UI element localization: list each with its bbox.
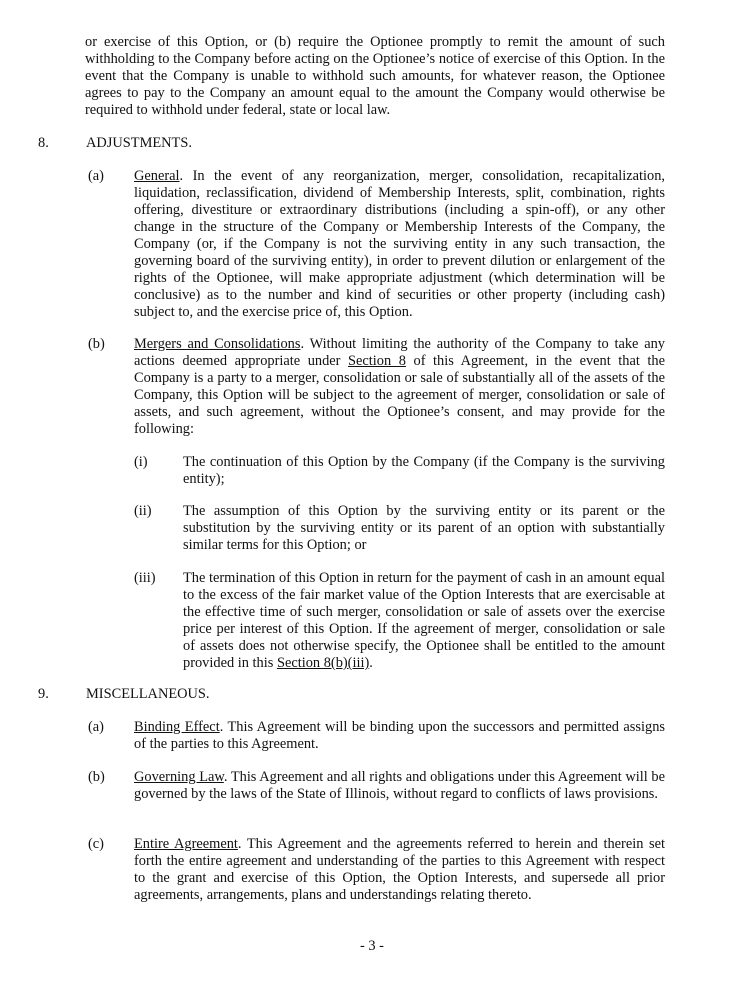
section-8b-paragraph	[134, 336, 665, 438]
section-8-reference: Section 8	[348, 353, 406, 369]
item-iii-label: (iii)	[134, 570, 156, 586]
section-9-title: MISCELLANEOUS.	[86, 686, 210, 702]
section-8b-heading: Mergers and Consolidations	[134, 336, 301, 352]
section-8a-label: (a)	[88, 168, 104, 184]
section-9a-heading: Binding Effect	[134, 719, 220, 735]
item-iii-paragraph	[183, 570, 665, 672]
section-9c-label: (c)	[88, 836, 104, 852]
section-8b-text-1: . Without limiting the authority of the Company to take any actions deemed appropriate under	[134, 336, 666, 369]
section-8a-paragraph	[134, 168, 665, 321]
section-9b-label: (b)	[88, 769, 105, 785]
item-iii-text: The termination of this Option in return for the payment of cash in an amount equal to the excess of the fair market value of the Option Interests that are exercisable at the effective time of such merger, consolidation or sale of assets over the exercise price per interest of this Option. If the agreement of merger, consolidation or sale of assets does not otherwise specify, the Optionee shall be entitled to the amount provided in this	[183, 570, 665, 671]
section-9a-label: (a)	[88, 719, 104, 735]
section-9c-text: . This Agreement and the agreements referred to herein and therein set forth the entire agreement and understanding of the parties to this Agreement with respect to the grant and exercise of this Option, the Option Interests, and supersede all prior agreements, arrangements, plans and understandings relating thereto.	[134, 836, 665, 903]
item-ii-text: The assumption of this Option by the surviving entity or its parent or the substitution by the surviving entity or its parent of an option with substantially similar terms for this Option; or	[183, 503, 665, 553]
section-9a-paragraph	[134, 719, 665, 753]
section-8-number: 8.	[38, 135, 49, 151]
section-8biii-reference: Section 8(b)(iii)	[276, 655, 370, 671]
section-9b-heading: Governing Law	[134, 769, 224, 785]
section-9c-heading: Entire Agreement	[134, 836, 238, 852]
section-9b-paragraph	[134, 769, 665, 803]
item-i-label: (i)	[134, 454, 148, 470]
section-9b-text: . This Agreement and all rights and obligations under this Agreement will be governed by the laws of the State of Illinois, without regard to conflicts of laws provisions.	[134, 769, 665, 802]
section-8a-heading: General	[134, 168, 180, 184]
section-9-number: 9.	[38, 686, 49, 702]
section-8b-text-2: of this Agreement, in the event that the Company is a party to a merger, consolidation or sale of substantially all of the assets of the Company, this Option will be subject to the agreement of merger, consolidation or sale of assets, and such agreement, without the Optionee’s consent, and may provide for the following:	[134, 353, 666, 437]
section-9a-text: . This Agreement will be binding upon the successors and permitted assigns of the parties to this Agreement.	[134, 719, 665, 752]
item-i-text: The continuation of this Option by the Company (if the Company is the surviving entity);	[183, 454, 665, 487]
section-8b-label: (b)	[88, 336, 105, 352]
section-8-title: ADJUSTMENTS.	[86, 135, 192, 151]
page-number: - 3 -	[360, 938, 384, 954]
section-8a-text: . In the event of any reorganization, merger, consolidation, recapitalization, liquidation, reclassification, dividend of Membership Interests, split, combination, rights offering, divestiture or extraordinary distributions (including a spin-off), or any other change in the structure of the Company or Membership Interests of the Company, the Company (or, if the Company is not the surviving entity in any such transaction, the governing board of the surviving entity), in order to prevent dilution or enlargement of the rights of the Optionee, will make appropriate adjustment (which determination will be conclusive) as to the number and kind of securities or other property (including cash) subject to, and the exercise price of, this Option.	[134, 168, 665, 320]
section-9c-paragraph	[134, 836, 665, 904]
item-iii-end: .	[369, 655, 373, 671]
item-ii-label: (ii)	[134, 503, 152, 519]
intro-paragraph: or exercise of this Option, or (b) require the Optionee promptly to remit the amount of such withholding to the Company before acting on the Optionee’s notice of exercise of this Option. In the event that the Company is unable to withhold such amounts, for whatever reason, the Optionee agrees to pay to the Company an amount equal to the amount the Company would otherwise be required to withhold under federal, state or local law.	[85, 34, 665, 118]
